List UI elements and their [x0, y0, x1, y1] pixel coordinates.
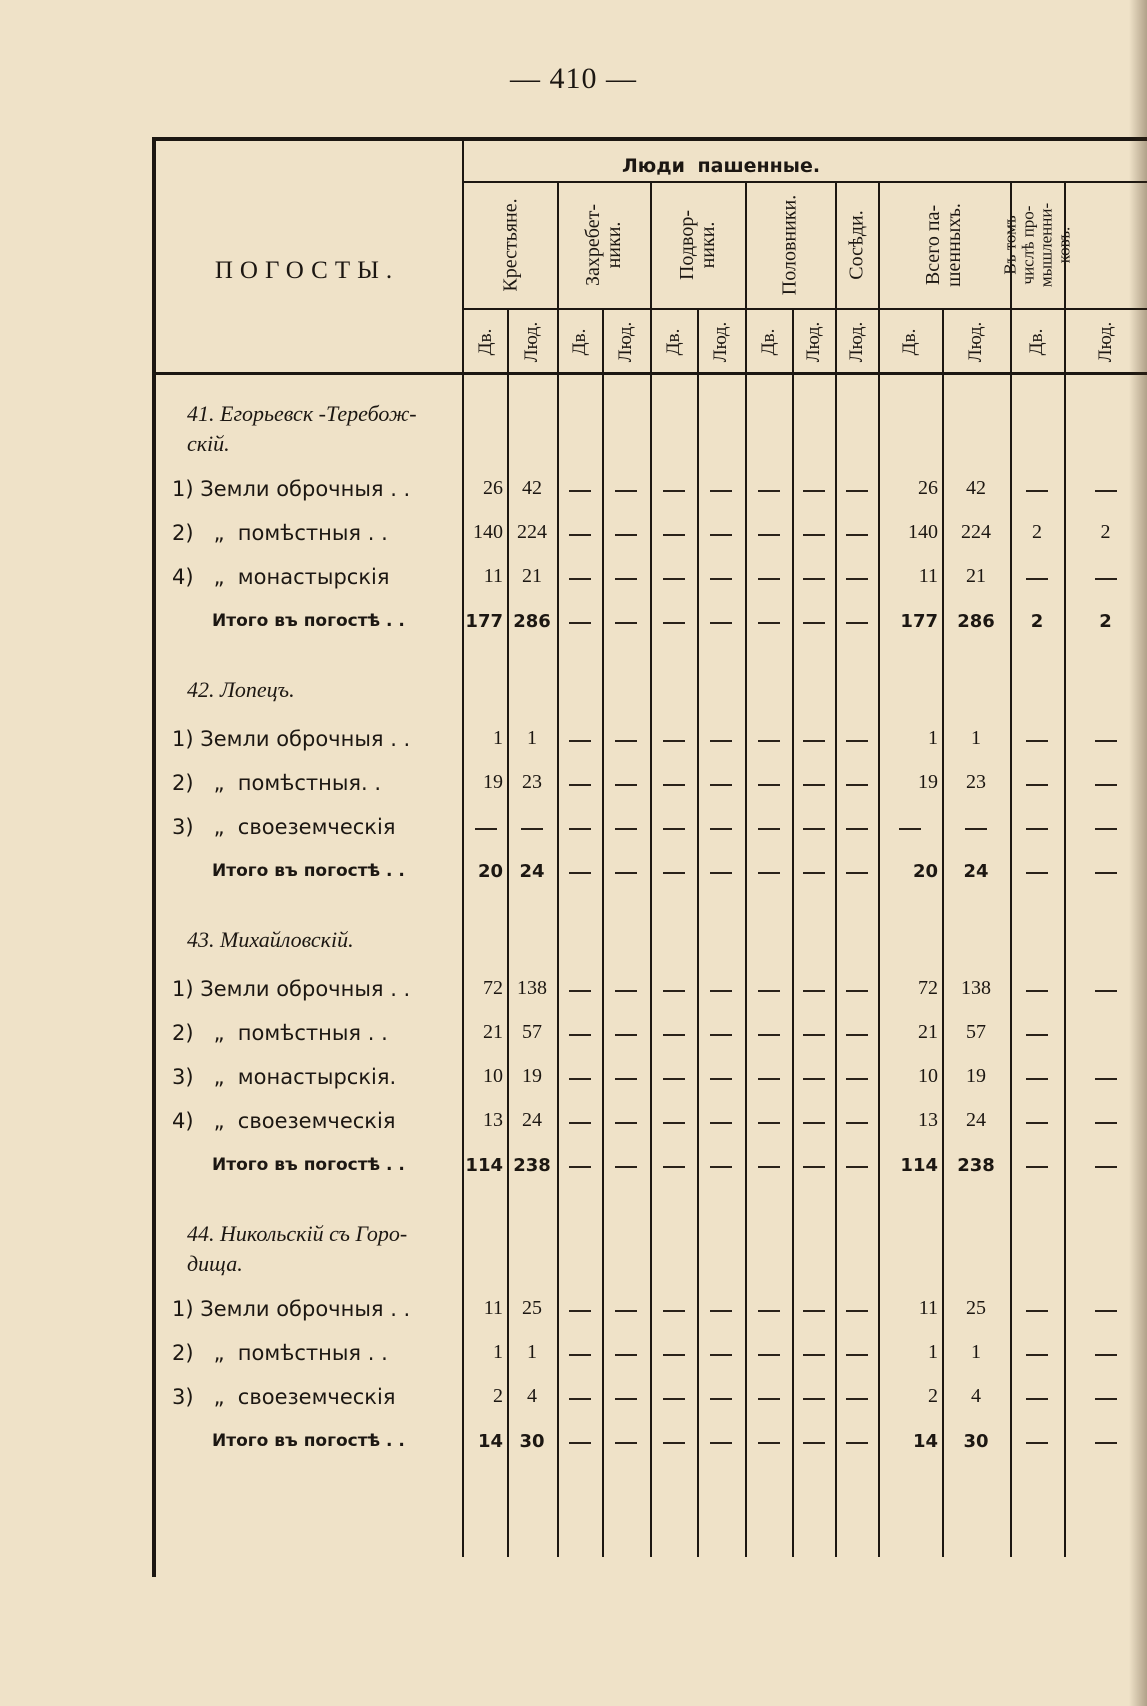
column-divider	[557, 181, 559, 1557]
empty-cell-dash	[710, 990, 732, 992]
empty-cell-dash	[1026, 1442, 1048, 1444]
empty-cell-dash	[710, 740, 732, 742]
table-cell: 24	[966, 1109, 986, 1131]
subheader-dv: Дв.	[899, 328, 921, 356]
empty-cell-dash	[1095, 1354, 1117, 1356]
empty-cell-dash	[663, 740, 685, 742]
empty-cell-dash	[569, 578, 591, 580]
empty-cell-dash	[758, 1310, 780, 1312]
total-cell: 286	[957, 611, 995, 632]
column-divider	[650, 181, 652, 1557]
total-cell: 14	[477, 1431, 503, 1452]
empty-cell-dash	[663, 578, 685, 580]
total-cell: 238	[957, 1155, 995, 1176]
empty-cell-dash	[615, 784, 637, 786]
empty-cell-dash	[803, 740, 825, 742]
empty-cell-dash	[710, 1310, 732, 1312]
empty-cell-dash	[803, 828, 825, 830]
empty-cell-dash	[803, 622, 825, 624]
table-cell: 1	[527, 727, 537, 749]
pogosty-header: ПОГОСТЫ.	[214, 257, 400, 284]
empty-cell-dash	[758, 784, 780, 786]
column-header-line: ковъ.	[1053, 226, 1073, 264]
empty-cell-dash	[803, 1442, 825, 1444]
table-cell: 21	[522, 565, 542, 587]
empty-cell-dash	[758, 1122, 780, 1124]
subheader-lud: Люд.	[521, 321, 543, 363]
column-header-line: Подвор-	[675, 209, 698, 281]
table-left-border	[152, 137, 156, 1577]
empty-cell-dash	[1095, 578, 1117, 580]
column-divider	[745, 181, 747, 1557]
row-label: 1) Земли оброчныя . .	[172, 477, 411, 501]
row-label: 4) „ монастырскія	[172, 565, 390, 589]
row-label: 3) „ монастырскія.	[172, 1065, 397, 1089]
empty-cell-dash	[1026, 1166, 1048, 1168]
empty-cell-dash	[803, 1354, 825, 1356]
empty-cell-dash	[803, 490, 825, 492]
empty-cell-dash	[758, 872, 780, 874]
empty-cell-dash	[710, 622, 732, 624]
empty-cell-dash	[569, 1166, 591, 1168]
empty-cell-dash	[1026, 740, 1048, 742]
empty-cell-dash	[569, 784, 591, 786]
column-header-podvor	[677, 210, 719, 280]
row-label: 3) „ своеземческія	[172, 1385, 396, 1409]
table-cell: 13	[918, 1109, 938, 1131]
empty-cell-dash	[615, 1310, 637, 1312]
empty-cell-dash	[846, 740, 868, 742]
empty-cell-dash	[615, 872, 637, 874]
empty-cell-dash	[710, 1078, 732, 1080]
empty-cell-dash	[846, 1398, 868, 1400]
table-cell: 13	[483, 1109, 503, 1131]
column-header-line: ники.	[602, 221, 625, 269]
empty-cell-dash	[475, 828, 497, 830]
subheader-lud: Люд.	[845, 321, 867, 363]
empty-cell-dash	[1095, 1166, 1117, 1168]
empty-cell-dash	[663, 828, 685, 830]
total-cell: 177	[900, 611, 938, 632]
column-divider	[1010, 181, 1012, 1557]
empty-cell-dash	[710, 1442, 732, 1444]
page-edge-shadow	[1129, 0, 1147, 1706]
table-cell: 224	[961, 521, 991, 543]
row-label: 1) Земли оброчныя . .	[172, 727, 411, 751]
subheader-lud: Люд.	[965, 321, 987, 363]
subheader-dv: Дв.	[757, 328, 779, 356]
row-label: 3) „ своеземческія	[172, 815, 396, 839]
column-header-line: Крестьяне.	[499, 198, 521, 292]
column-header-sosedi	[846, 210, 867, 279]
empty-cell-dash	[1095, 990, 1117, 992]
empty-cell-dash	[569, 872, 591, 874]
table-cell: 140	[473, 521, 503, 543]
section-title: 42. Лопецъ.	[187, 677, 295, 702]
subheader-lud: Люд.	[710, 321, 732, 363]
table-top-border	[152, 137, 1147, 141]
column-header-promysh	[1001, 203, 1072, 287]
empty-cell-dash	[663, 872, 685, 874]
table-cell: 1	[527, 1341, 537, 1363]
empty-cell-dash	[710, 1398, 732, 1400]
empty-cell-dash	[569, 534, 591, 536]
table-cell: 23	[966, 771, 986, 793]
table-cell: 138	[961, 977, 991, 999]
empty-cell-dash	[1026, 828, 1048, 830]
subheader-dv: Дв.	[474, 328, 496, 356]
empty-cell-dash	[846, 1310, 868, 1312]
empty-cell-dash	[758, 534, 780, 536]
total-row-label: Итого въ погостѣ . .	[212, 1155, 405, 1175]
empty-cell-dash	[846, 1122, 868, 1124]
table-cell: 4	[527, 1385, 537, 1407]
empty-cell-dash	[663, 784, 685, 786]
empty-cell-dash	[846, 534, 868, 536]
total-cell: 24	[963, 861, 989, 882]
table-cell: 21	[483, 1021, 503, 1043]
table-cell: 23	[522, 771, 542, 793]
empty-cell-dash	[615, 828, 637, 830]
empty-cell-dash	[615, 990, 637, 992]
total-cell: 20	[912, 861, 938, 882]
table-cell: 1	[493, 727, 503, 749]
empty-cell-dash	[1095, 740, 1117, 742]
empty-cell-dash	[710, 828, 732, 830]
empty-cell-dash	[615, 1354, 637, 1356]
empty-cell-dash	[521, 828, 543, 830]
subheader-underline	[464, 308, 1147, 310]
column-divider	[835, 181, 837, 1557]
table-cell: 2	[928, 1385, 938, 1407]
total-row-label: Итого въ погостѣ . .	[212, 1431, 405, 1451]
empty-cell-dash	[803, 1310, 825, 1312]
table-cell: 11	[483, 1297, 503, 1319]
empty-cell-dash	[846, 1166, 868, 1168]
empty-cell-dash	[758, 1166, 780, 1168]
total-cell: 20	[477, 861, 503, 882]
column-header-zahrebet	[583, 204, 625, 286]
table-cell: 19	[483, 771, 503, 793]
table-cell: 19	[918, 771, 938, 793]
table-cell: 25	[522, 1297, 542, 1319]
total-row-label: Итого въ погостѣ . .	[212, 861, 405, 881]
table-cell: 2	[1100, 521, 1111, 543]
empty-cell-dash	[615, 1034, 637, 1036]
row-label: 2) „ помѣстныя. .	[172, 771, 382, 795]
table-cell: 26	[918, 477, 938, 499]
empty-cell-dash	[710, 784, 732, 786]
table-cell: 10	[483, 1065, 503, 1087]
column-header-line: мышленни-	[1036, 202, 1055, 288]
table-cell: 140	[908, 521, 938, 543]
empty-cell-dash	[758, 1034, 780, 1036]
empty-cell-dash	[758, 1078, 780, 1080]
empty-cell-dash	[846, 872, 868, 874]
table-cell: 224	[517, 521, 547, 543]
empty-cell-dash	[758, 740, 780, 742]
section-title: 41. Егорьевск -Теребож- скій.	[187, 401, 417, 456]
total-cell: 24	[519, 861, 545, 882]
table-cell: 2	[1032, 521, 1042, 543]
empty-cell-dash	[615, 740, 637, 742]
empty-cell-dash	[1095, 1078, 1117, 1080]
empty-cell-dash	[803, 1034, 825, 1036]
empty-cell-dash	[846, 1442, 868, 1444]
group-header-underline	[464, 181, 1147, 183]
empty-cell-dash	[1095, 872, 1117, 874]
empty-cell-dash	[569, 1078, 591, 1080]
table-cell: 26	[483, 477, 503, 499]
total-cell: 286	[513, 611, 551, 632]
empty-cell-dash	[710, 872, 732, 874]
empty-cell-dash	[1095, 1442, 1117, 1444]
empty-cell-dash	[1095, 490, 1117, 492]
empty-cell-dash	[569, 990, 591, 992]
column-header-polovniki	[780, 195, 801, 295]
empty-cell-dash	[965, 828, 987, 830]
empty-cell-dash	[758, 490, 780, 492]
page-number: — 410 —	[510, 62, 637, 95]
empty-cell-dash	[803, 784, 825, 786]
table-cell: 57	[522, 1021, 542, 1043]
empty-cell-dash	[803, 578, 825, 580]
table-cell: 138	[517, 977, 547, 999]
empty-cell-dash	[803, 1166, 825, 1168]
empty-cell-dash	[803, 990, 825, 992]
empty-cell-dash	[758, 1354, 780, 1356]
column-header-vsego	[923, 203, 965, 287]
empty-cell-dash	[846, 828, 868, 830]
empty-cell-dash	[710, 578, 732, 580]
row-label: 1) Земли оброчныя . .	[172, 1297, 411, 1321]
table-cell: 11	[918, 565, 938, 587]
empty-cell-dash	[615, 1122, 637, 1124]
empty-cell-dash	[663, 622, 685, 624]
empty-cell-dash	[710, 534, 732, 536]
empty-cell-dash	[663, 490, 685, 492]
empty-cell-dash	[710, 1354, 732, 1356]
empty-cell-dash	[803, 534, 825, 536]
empty-cell-dash	[615, 1166, 637, 1168]
column-header-line: Всего па-	[922, 204, 944, 286]
empty-cell-dash	[615, 1078, 637, 1080]
empty-cell-dash	[846, 1034, 868, 1036]
empty-cell-dash	[710, 490, 732, 492]
empty-cell-dash	[1026, 1078, 1048, 1080]
total-cell: 14	[912, 1431, 938, 1452]
empty-cell-dash	[758, 1398, 780, 1400]
empty-cell-dash	[758, 1442, 780, 1444]
empty-cell-dash	[569, 828, 591, 830]
empty-cell-dash	[663, 1310, 685, 1312]
empty-cell-dash	[803, 1078, 825, 1080]
row-label: 2) „ помѣстныя . .	[172, 1341, 388, 1365]
table-cell: 21	[918, 1021, 938, 1043]
subheader-dv: Дв.	[568, 328, 590, 356]
empty-cell-dash	[846, 578, 868, 580]
table-cell: 19	[966, 1065, 986, 1087]
empty-cell-dash	[663, 1442, 685, 1444]
subheader-lud: Люд.	[615, 321, 637, 363]
table-cell: 19	[522, 1065, 542, 1087]
subheader-lud: Люд.	[802, 321, 824, 363]
empty-cell-dash	[846, 784, 868, 786]
subheader-dv: Дв.	[1026, 328, 1048, 356]
table-cell: 25	[966, 1297, 986, 1319]
column-header-krestiane	[500, 198, 521, 291]
column-header-line: Въ томъ	[1000, 215, 1020, 275]
table-cell: 11	[483, 565, 503, 587]
total-cell: 238	[513, 1155, 551, 1176]
empty-cell-dash	[1095, 828, 1117, 830]
empty-cell-dash	[710, 1166, 732, 1168]
empty-cell-dash	[1026, 784, 1048, 786]
column-divider	[602, 308, 604, 1557]
empty-cell-dash	[1026, 1354, 1048, 1356]
empty-cell-dash	[615, 1442, 637, 1444]
group-header: Люди пашенные.	[622, 155, 821, 177]
table-cell: 1	[971, 727, 981, 749]
table-cell: 11	[918, 1297, 938, 1319]
section-title: 43. Михайловскій.	[187, 927, 354, 952]
subheader-dv: Дв.	[662, 328, 684, 356]
row-label: 2) „ помѣстныя . .	[172, 521, 388, 545]
empty-cell-dash	[1095, 1310, 1117, 1312]
empty-cell-dash	[569, 1442, 591, 1444]
total-cell: 30	[963, 1431, 989, 1452]
empty-cell-dash	[803, 1122, 825, 1124]
empty-cell-dash	[1026, 1310, 1048, 1312]
table-cell: 1	[493, 1341, 503, 1363]
section-title: 44. Никольскій съ Горо- дища.	[187, 1221, 408, 1276]
column-header-line: Сосѣди.	[845, 210, 867, 280]
empty-cell-dash	[663, 1354, 685, 1356]
empty-cell-dash	[1026, 1398, 1048, 1400]
empty-cell-dash	[710, 1122, 732, 1124]
empty-cell-dash	[1026, 578, 1048, 580]
empty-cell-dash	[758, 622, 780, 624]
column-header-line: шенныхъ.	[943, 203, 965, 287]
column-header-line: Половники.	[778, 194, 801, 296]
empty-cell-dash	[663, 1122, 685, 1124]
land-table	[152, 137, 1147, 1577]
column-divider	[697, 308, 699, 1557]
empty-cell-dash	[569, 1354, 591, 1356]
empty-cell-dash	[1026, 990, 1048, 992]
total-cell: 30	[519, 1431, 545, 1452]
empty-cell-dash	[899, 828, 921, 830]
empty-cell-dash	[803, 1398, 825, 1400]
total-cell: 114	[900, 1155, 938, 1176]
table-cell: 1	[928, 1341, 938, 1363]
row-label: 2) „ помѣстныя . .	[172, 1021, 388, 1045]
column-header-line: ники.	[696, 221, 719, 269]
empty-cell-dash	[846, 622, 868, 624]
table-cell: 42	[966, 477, 986, 499]
empty-cell-dash	[1095, 1122, 1117, 1124]
empty-cell-dash	[758, 828, 780, 830]
empty-cell-dash	[569, 1034, 591, 1036]
empty-cell-dash	[1026, 1122, 1048, 1124]
empty-cell-dash	[1026, 872, 1048, 874]
subheader-lud: Люд.	[1094, 321, 1116, 363]
total-cell: 2	[1099, 611, 1112, 632]
total-cell: 177	[465, 611, 503, 632]
empty-cell-dash	[615, 534, 637, 536]
empty-cell-dash	[846, 990, 868, 992]
empty-cell-dash	[1095, 784, 1117, 786]
table-cell: 57	[966, 1021, 986, 1043]
column-divider	[1064, 181, 1066, 1557]
column-header-line: Захребет-	[581, 204, 604, 286]
table-cell: 42	[522, 477, 542, 499]
empty-cell-dash	[663, 1078, 685, 1080]
empty-cell-dash	[569, 622, 591, 624]
table-cell: 1	[928, 727, 938, 749]
empty-cell-dash	[758, 578, 780, 580]
total-cell: 114	[465, 1155, 503, 1176]
empty-cell-dash	[663, 534, 685, 536]
empty-cell-dash	[615, 1398, 637, 1400]
empty-cell-dash	[569, 1310, 591, 1312]
empty-cell-dash	[710, 1034, 732, 1036]
empty-cell-dash	[569, 1122, 591, 1124]
table-cell: 24	[522, 1109, 542, 1131]
table-cell: 4	[971, 1385, 981, 1407]
column-divider	[792, 308, 794, 1557]
total-row-label: Итого въ погостѣ . .	[212, 611, 405, 631]
empty-cell-dash	[663, 1398, 685, 1400]
table-cell: 10	[918, 1065, 938, 1087]
empty-cell-dash	[758, 990, 780, 992]
empty-cell-dash	[569, 490, 591, 492]
row-label: 1) Земли оброчныя . .	[172, 977, 411, 1001]
empty-cell-dash	[663, 1034, 685, 1036]
table-cell: 72	[918, 977, 938, 999]
empty-cell-dash	[569, 740, 591, 742]
empty-cell-dash	[846, 1078, 868, 1080]
table-cell: 2	[493, 1385, 503, 1407]
empty-cell-dash	[846, 1354, 868, 1356]
empty-cell-dash	[615, 578, 637, 580]
empty-cell-dash	[615, 622, 637, 624]
empty-cell-dash	[1095, 1398, 1117, 1400]
empty-cell-dash	[1026, 1034, 1048, 1036]
column-header-line: числѣ про-	[1018, 205, 1038, 285]
table-cell: 1	[971, 1341, 981, 1363]
row-label: 4) „ своеземческія	[172, 1109, 396, 1133]
total-cell: 2	[1030, 611, 1044, 632]
empty-cell-dash	[569, 1398, 591, 1400]
empty-cell-dash	[615, 490, 637, 492]
table-cell: 72	[483, 977, 503, 999]
empty-cell-dash	[1026, 490, 1048, 492]
table-cell: 21	[966, 565, 986, 587]
empty-cell-dash	[663, 990, 685, 992]
empty-cell-dash	[803, 872, 825, 874]
empty-cell-dash	[846, 490, 868, 492]
empty-cell-dash	[663, 1166, 685, 1168]
